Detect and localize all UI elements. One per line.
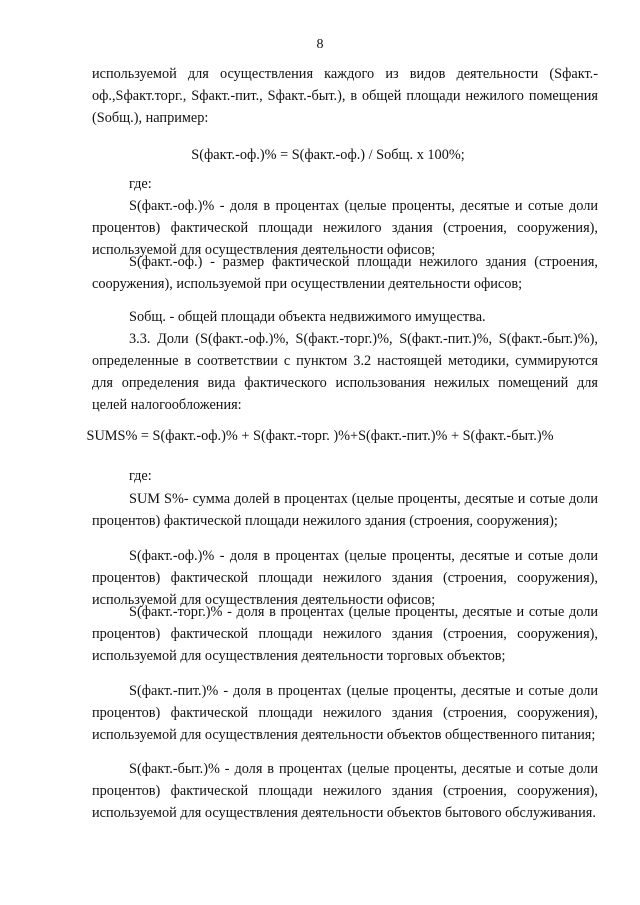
definition-sum-shares: SUM S%- сумма долей в процентах (целые проценты, десятые и сотые доли процентов) фактической площади нежилого здания (строения, сооружения);	[92, 491, 598, 529]
page-number: 8	[316, 37, 324, 52]
where-label: где:	[129, 468, 152, 484]
definition-trade-share: S(факт.-торг.)% - доля в процентах (целые проценты, десятые и сотые доли процентов) фактической площади нежилого здания (строения, сооружения), используемой для осуществления деятельности торговых объектов;	[92, 604, 598, 664]
formula-sum-shares: SUMS% = S(факт.-оф.)% + S(факт.-торг. )%+S(факт.-пит.)% + S(факт.-быт.)%	[86, 428, 554, 444]
definition-consumer-services-share: S(факт.-быт.)% - доля в процентах (целые проценты, десятые и сотые доли процентов) фактической площади нежилого здания (строения, сооружения), используемой для осуществления деятельности объектов бытового обслуживания.	[92, 761, 598, 821]
formula-office-share: S(факт.-оф.)% = S(факт.-оф.) / Sобщ. x 100%;	[191, 147, 465, 163]
definition-office-share: S(факт.-оф.)% - доля в процентах (целые проценты, десятые и сотые доли процентов) фактической площади нежилого здания (строения, сооружения), используемой для осуществления деятельности офисов;	[92, 548, 598, 608]
where-label: где:	[129, 176, 152, 192]
definition-office-share-percent: S(факт.-оф.)% - доля в процентах (целые проценты, десятые и сотые доли процентов) фактической площади нежилого здания (строения, сооружения), используемой для осуществления деятельности офисов;	[92, 198, 598, 258]
clause-3-3: 3.3. Доли (S(факт.-оф.)%, S(факт.-торг.)%, S(факт.-пит.)%, S(факт.-быт.)%), определенные в соответствии с пунктом 3.2 настоящей методики, суммируются для определения вида фактического использования нежилых помещений для целей налогообложения:	[92, 331, 598, 413]
intro-paragraph: используемой для осуществления каждого из видов деятельности (Sфакт.-оф.,Sфакт.торг., Sфакт.-пит., Sфакт.-быт.), в общей площади нежилого помещения (Sобщ.), например:	[92, 66, 598, 126]
definition-office-area: S(факт.-оф.) - размер фактической площади нежилого здания (строения, сооружения), используемой при осуществлении деятельности офисов;	[92, 254, 598, 292]
definition-total-area: Sобщ. - общей площади объекта недвижимого имущества.	[129, 309, 486, 325]
definition-catering-share: S(факт.-пит.)% - доля в процентах (целые проценты, десятые и сотые доли процентов) фактической площади нежилого здания (строения, сооружения), используемой для осуществления деятельности объектов общественного питания;	[92, 683, 598, 743]
